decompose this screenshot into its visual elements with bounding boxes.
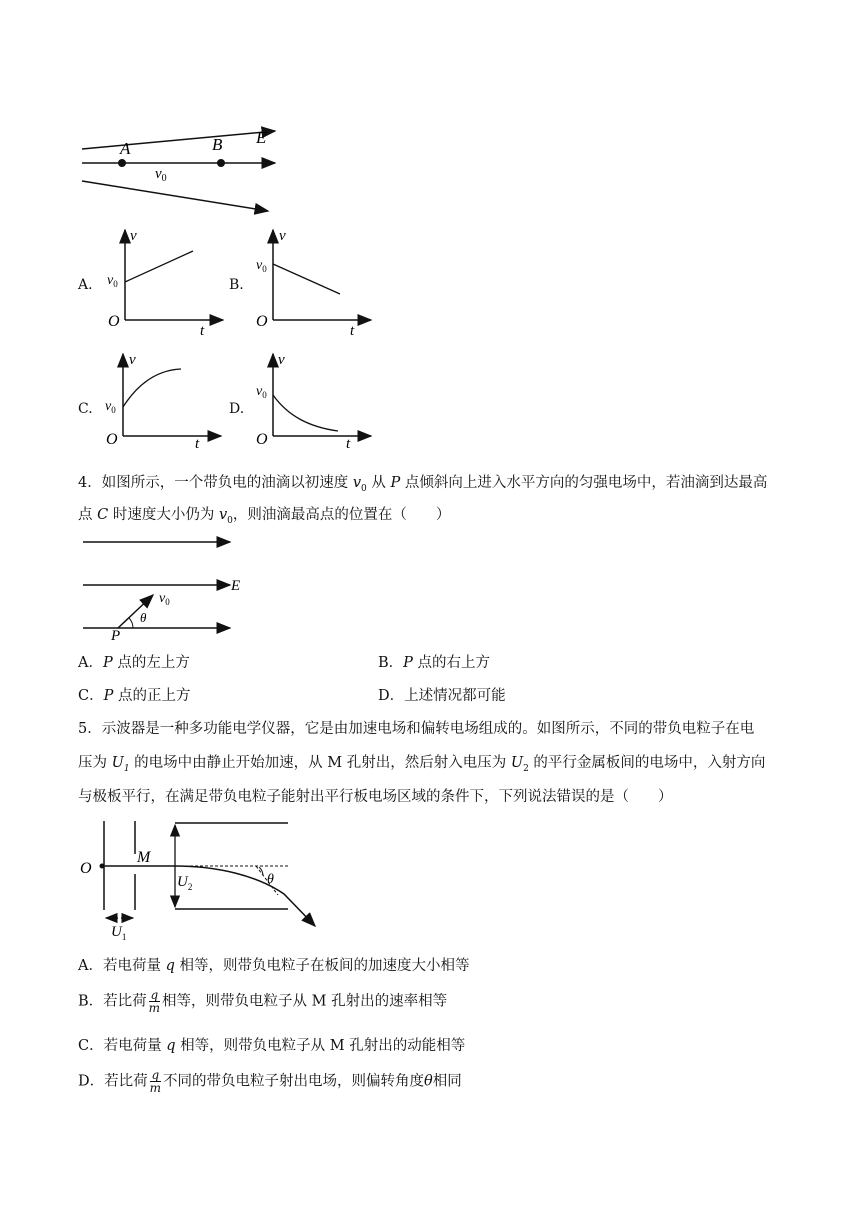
theta-arc [129,618,133,628]
graph-d-curve [273,395,338,431]
option-c-letter: C. [78,401,93,417]
velocity-arrow [118,595,153,628]
label-e: E [256,128,267,147]
graph-c [103,350,233,450]
svg-text:v: v [278,352,285,368]
q5-stem-line3: 与极板平行，在满足带负电粒子能射出平行板电场区域的条件下，下列说法错误的是（ ） [78,789,673,805]
svg-text:v: v [130,228,137,244]
q5-stem-line1: 5．示波器是一种多功能电学仪器，它是由加速电场和偏转电场组成的。如图所示，不同的带负电粒子在电 [78,721,755,737]
svg-text:v0: $v_0$ [159,591,170,607]
oscilloscope-diagram [78,818,338,943]
q4-stem-line2: 点 C 时速度大小仍为 $v_0$，则油滴最高点的位置在（ ） [78,507,451,526]
graph-c-curve [123,369,181,407]
svg-text:O: O [256,431,268,448]
graph-a-line [125,251,193,282]
svg-text:U2: $U_2$ [177,874,193,892]
svg-text:E: E [231,578,241,594]
svg-text:θ: θ [140,610,147,625]
q5-option-a[interactable]: A．若电荷量 q 相等，则带负电粒子在板间的加速度大小相等 [78,958,470,974]
svg-text:O: O [108,313,120,330]
oil-drop-field-diagram [78,532,268,647]
svg-text:P: P [111,628,121,644]
label-v0: $v_0$ [155,166,167,184]
graph-d [254,350,384,450]
point-a-dot [118,159,126,167]
svg-text:v0: $v_0$ [256,384,267,400]
q5-stem-line2: 压为 $U_1$ 的电场中由静止开始加速，从 M 孔射出，然后射入电压为 $U_2$ 的平行金属板间的电场中，入射方向 [78,755,766,774]
svg-text:O: O [80,860,92,877]
svg-text:t: t [350,323,355,339]
q4-stem-line1: 4．如图所示，一个带负电的油滴以初速度 $v_0$ 从 P 点倾斜向上进入水平方向的匀强电场中，若油滴到达最高 [78,475,768,494]
label-b: B [212,135,223,154]
q4-option-b[interactable]: B．P 点的右上方 [378,655,491,671]
field-line-top [82,131,275,149]
option-b-letter: B. [229,277,244,293]
graph-a [103,226,233,339]
field-line-bottom [82,181,268,211]
q4-option-a[interactable]: A．P 点的左上方 [78,655,190,671]
q5-option-b[interactable]: B．若比荷 $\frac{q}{m}$ 相等，则带负电粒子从 M 孔射出的速率相等 [78,988,448,1015]
particle-trajectory [175,866,315,926]
label-a: A [120,139,131,158]
svg-text:O: O [106,431,118,448]
svg-text:v0: $v_0$ [105,399,116,415]
graph-b-line [273,264,340,294]
option-a-letter: A. [78,277,93,293]
svg-text:O: O [256,313,268,330]
svg-text:t: t [200,323,205,339]
electric-field-diagram [70,125,370,215]
svg-text:U1: $U_1$ [111,924,127,942]
svg-text:v0: $v_0$ [256,258,267,274]
svg-text:v0: $v_0$ [107,273,118,289]
q4-option-d[interactable]: D．上述情况都可能 [378,688,506,704]
graph-b [253,226,383,339]
svg-text:v: v [279,228,286,244]
svg-text:M: M [137,849,151,866]
q5-option-d[interactable]: D．若比荷 $\frac{q}{m}$ 不同的带负电粒子射出电场，则偏转角度θ相同 [78,1068,462,1095]
option-d-letter: D. [229,401,245,417]
svg-text:t: t [346,436,351,452]
svg-text:t: t [195,436,200,452]
q5-option-c[interactable]: C．若电荷量 q 相等，则带负电粒子从 M 孔射出的动能相等 [78,1038,466,1054]
point-b-dot [217,159,225,167]
q4-option-c[interactable]: C．P 点的正上方 [78,688,191,704]
svg-text:v: v [129,352,136,368]
svg-text:θ: θ [267,872,274,887]
